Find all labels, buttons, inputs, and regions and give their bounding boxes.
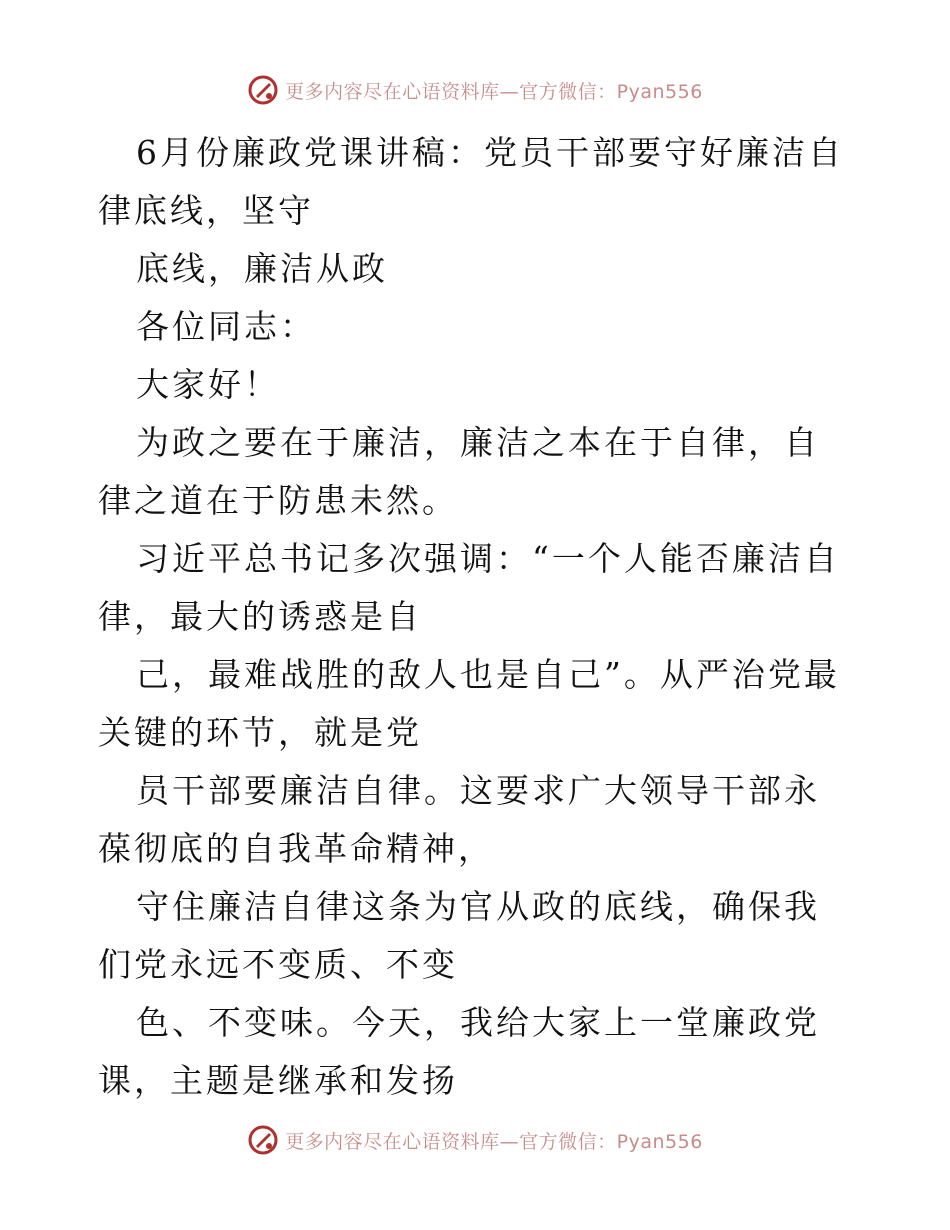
logo-icon	[247, 74, 279, 106]
paragraph: 底线，廉洁从政	[136, 249, 388, 288]
paragraph: 己，最难战胜的敌人也是自己”。从严治党最关键的环节，就是党	[98, 655, 840, 752]
footer-watermark	[0, 1124, 950, 1156]
salutation: 各位同志：	[136, 307, 316, 346]
watermark-text: 更多内容尽在心语资料库—官方微信：Pyan556	[285, 80, 703, 103]
watermark-text: 更多内容尽在心语资料库—官方微信：Pyan556	[285, 1130, 703, 1153]
greeting: 大家好！	[136, 365, 280, 404]
header-watermark	[0, 74, 950, 106]
paragraph: 色、不变味。今天，我给大家上一堂廉政党课，主题是继承和发扬	[98, 1003, 820, 1100]
paragraph: 员干部要廉洁自律。这要求广大领导干部永葆彻底的自我革命精神，	[98, 771, 820, 868]
document-title: 6月份廉政党课讲稿：党员干部要守好廉洁自律底线，坚守	[98, 133, 844, 230]
document-body	[98, 124, 854, 1110]
paragraph: 习近平总书记多次强调：“一个人能否廉洁自律，最大的诱惑是自	[98, 539, 840, 636]
paragraph: 为政之要在于廉洁，廉洁之本在于自律，自律之道在于防患未然。	[98, 423, 820, 520]
paragraph: 守住廉洁自律这条为官从政的底线，确保我们党永远不变质、不变	[98, 887, 820, 984]
logo-icon	[247, 1124, 279, 1156]
